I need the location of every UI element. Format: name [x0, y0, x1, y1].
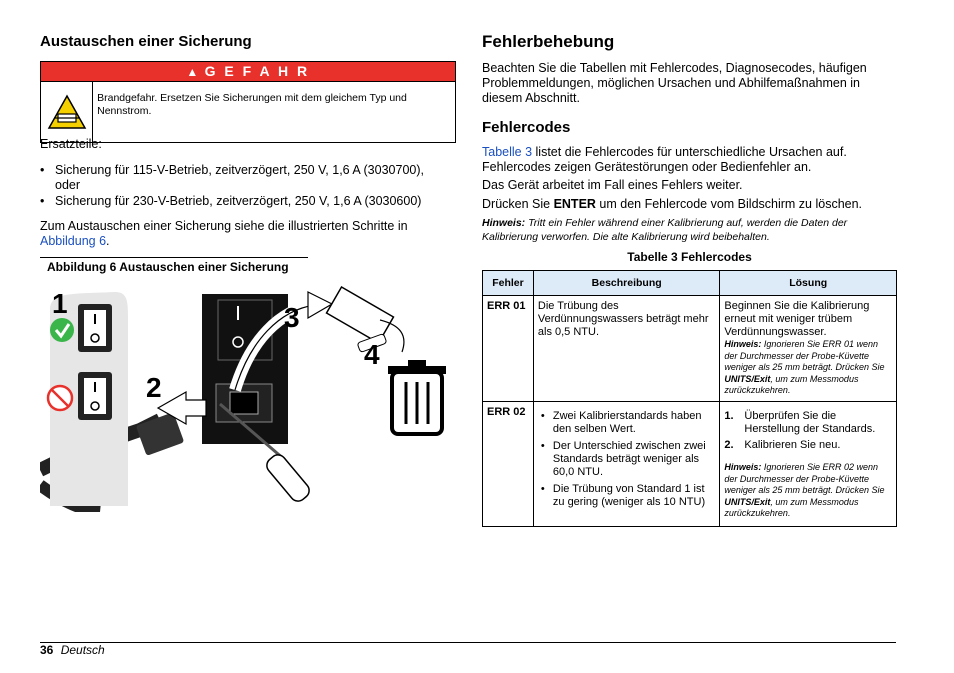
table-hint: Hinweis: Ignorieren Sie ERR 02 wenn der Durchmesser der Probe-Küvette weniger als 25 mm beträgt. Drücken Sie UNITS/Exit, um zum Messmodus zurückzukehren. — [724, 462, 885, 518]
page-number: 36 — [40, 643, 54, 657]
error-description — [533, 402, 720, 527]
fuse-warning-icon — [41, 82, 93, 142]
footer — [40, 643, 105, 657]
danger-notice — [40, 61, 456, 143]
table-row — [483, 402, 897, 527]
footer-rule — [40, 642, 896, 643]
table-link[interactable]: Tabelle 3 — [482, 145, 533, 159]
list-item: • Der Unterschied zwischen zwei Standards beträgt weniger als 60,0 NTU. — [538, 440, 716, 479]
instruction-text: Zum Austauschen einer Sicherung siehe die illustrierten Schritte in Abbildung 6. — [40, 219, 408, 248]
subsection-heading: Fehlercodes — [482, 119, 571, 136]
column-header: Fehler — [483, 271, 534, 296]
error-description: Die Trübung des Verdünnungswassers beträgt mehr als 0,5 NTU. — [533, 296, 720, 402]
table-caption: Tabelle 3 Fehlercodes — [627, 250, 752, 264]
error-code: ERR 02 — [483, 402, 534, 527]
step-number: 3 — [284, 302, 300, 333]
table-row — [483, 296, 897, 402]
list-item: 1. Überprüfen Sie die Herstellung der Standards. — [724, 410, 876, 435]
danger-text: Brandgefahr. Ersetzen Sie Sicherungen mit dem gleichem Typ und Nennstrom. — [97, 92, 407, 117]
intro-paragraph: Beachten Sie die Tabellen mit Fehlercodes, Diagnosecodes, häufigen Problemmeldungen, möglichen Ursachen und Abhilfemaßnahmen in diesem Abschnitt. — [482, 61, 867, 105]
spare-parts-list — [40, 163, 450, 210]
error-codes-paragraph: Tabelle 3 listet die Fehlercodes für unterschiedliche Ursachen auf. Fehlercodes zeigen Gerätestörungen oder Bedienfehler an. — [482, 145, 847, 174]
footer-language: Deutsch — [60, 643, 105, 657]
list-item: • Sicherung für 115-V-Betrieb, zeitverzögert, 250 V, 1,6 A (3030700), oder — [40, 163, 450, 193]
step-number: 4 — [364, 339, 380, 370]
section-heading: Austauschen einer Sicherung — [40, 33, 252, 50]
danger-title: G E F A H R — [204, 63, 310, 79]
figure-link[interactable]: Abbildung 6 — [40, 234, 107, 248]
paragraph: Das Gerät arbeitet im Fall eines Fehlers weiter. — [482, 178, 743, 192]
step-number: 2 — [146, 372, 162, 403]
list-item: • Zwei Kalibrierstandards haben den selben Wert. — [538, 410, 716, 436]
column-header: Beschreibung — [533, 271, 720, 296]
paragraph: Drücken Sie ENTER um den Fehlercode vom Bildschirm zu löschen. — [482, 197, 863, 211]
error-code: ERR 01 — [483, 296, 534, 402]
warning-triangle-icon: ▲ — [186, 65, 199, 79]
danger-header — [41, 62, 455, 82]
column-header: Lösung — [720, 271, 897, 296]
table-header-row — [483, 271, 897, 296]
page-title: Fehlerbehebung — [482, 32, 615, 51]
error-codes-table — [482, 270, 897, 527]
list-item: 2. Kalibrieren Sie neu. — [724, 439, 841, 451]
fuse-replacement-figure — [40, 280, 454, 512]
step-number: 1 — [52, 288, 68, 319]
note: Hinweis: Tritt ein Fehler während einer Kalibrierung auf, werden die Daten der Kalibrierung verworfen. Die alte Kalibrierung wird beibehalten. — [482, 217, 848, 243]
figure-caption: Abbildung 6 Austauschen einer Sicherung — [47, 260, 289, 274]
error-solution: Beginnen Sie die Kalibrierung erneut mit weniger trübem Verdünnungswasser. Hinweis: Ignorieren Sie ERR 01 wenn der Durchmesser der Probe-Küvette weniger als 25 mm beträgt. Drücken Sie UNITS/Exit, um zum Messmodus zurückzukehren. — [720, 296, 897, 402]
list-item: • Sicherung für 230-V-Betrieb, zeitverzögert, 250 V, 1,6 A (3030600) — [40, 194, 450, 209]
list-item: • Die Trübung von Standard 1 ist zu gering (weniger als 10 NTU) — [538, 483, 716, 509]
error-solution — [720, 402, 897, 527]
spare-parts-label: Ersatzteile: — [40, 137, 102, 151]
table-hint: Hinweis: Ignorieren Sie ERR 01 wenn der Durchmesser der Probe-Küvette weniger als 25 mm beträgt. Drücken Sie UNITS/Exit, um zum Messmodus zurückzukehren. — [724, 339, 885, 395]
